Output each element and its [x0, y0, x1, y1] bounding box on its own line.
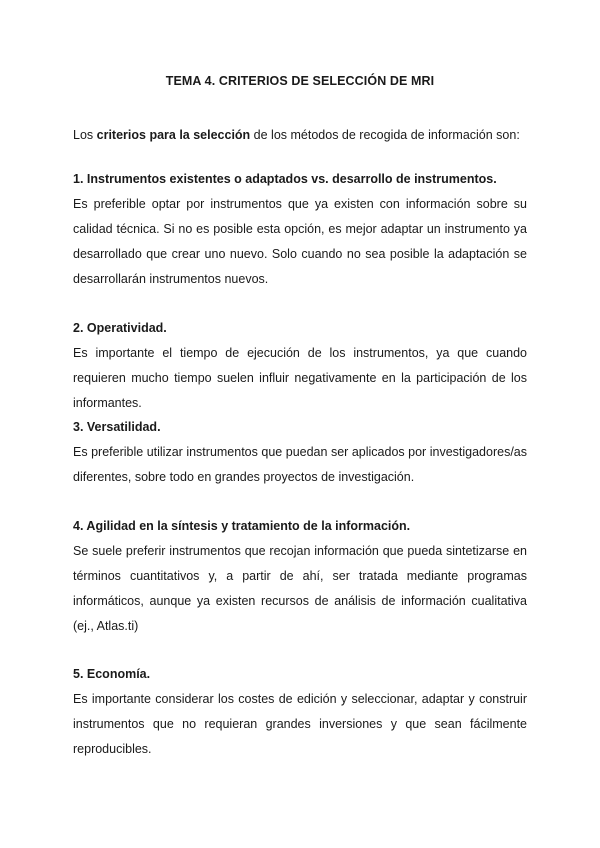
intro-bold: criterios para la selección — [96, 128, 251, 142]
intro-prefix: Los — [73, 128, 97, 142]
section-versatilidad — [73, 415, 527, 490]
section-heading: 2. Operatividad. — [73, 321, 167, 335]
intro-suffix: de los métodos de recogida de información son: — [250, 128, 520, 142]
intro-paragraph — [73, 123, 527, 148]
section-body: Es preferible utilizar instrumentos que puedan ser aplicados por investigadores/as diferentes, sobre todo en grandes proyectos de investigación. — [73, 445, 527, 484]
section-heading: 1. Instrumentos existentes o adaptados vs. desarrollo de instrumentos. — [73, 172, 497, 186]
section-operatividad — [73, 316, 527, 416]
section-body: Es preferible optar por instrumentos que ya existen con información sobre su calidad técnica. Si no es posible esta opción, es mejor adaptar un instrumento ya desarrollado que crear uno nuevo. Solo cuando no sea posible la adaptación se desarrollarán instrumentos nuevos. — [73, 197, 527, 286]
section-agilidad — [73, 514, 527, 639]
section-economia — [73, 662, 527, 762]
section-heading: 5. Economía. — [73, 667, 151, 681]
section-body: Es importante el tiempo de ejecución de los instrumentos, ya que cuando requieren mucho tiempo suelen influir negativamente en la participación de los informantes. — [73, 346, 527, 410]
section-body: Se suele preferir instrumentos que recojan información que pueda sintetizarse en términos cuantitativos y, a partir de ahí, ser tratada mediante programas informáticos, aunque ya existen recursos de análisis de información cualitativa (ej., Atlas.ti) — [73, 544, 527, 633]
document-page — [73, 0, 527, 848]
section-heading: 4. Agilidad en la síntesis y tratamiento de la información. — [73, 519, 411, 533]
section-instrumentos — [73, 167, 527, 292]
section-body: Es importante considerar los costes de edición y seleccionar, adaptar y construir instrumentos que no requieran grandes inversiones y que sean fácilmente reproducibles. — [73, 692, 527, 756]
section-heading: 3. Versatilidad. — [73, 420, 161, 434]
page-title: TEMA 4. CRITERIOS DE SELECCIÓN DE MRI — [165, 74, 435, 88]
